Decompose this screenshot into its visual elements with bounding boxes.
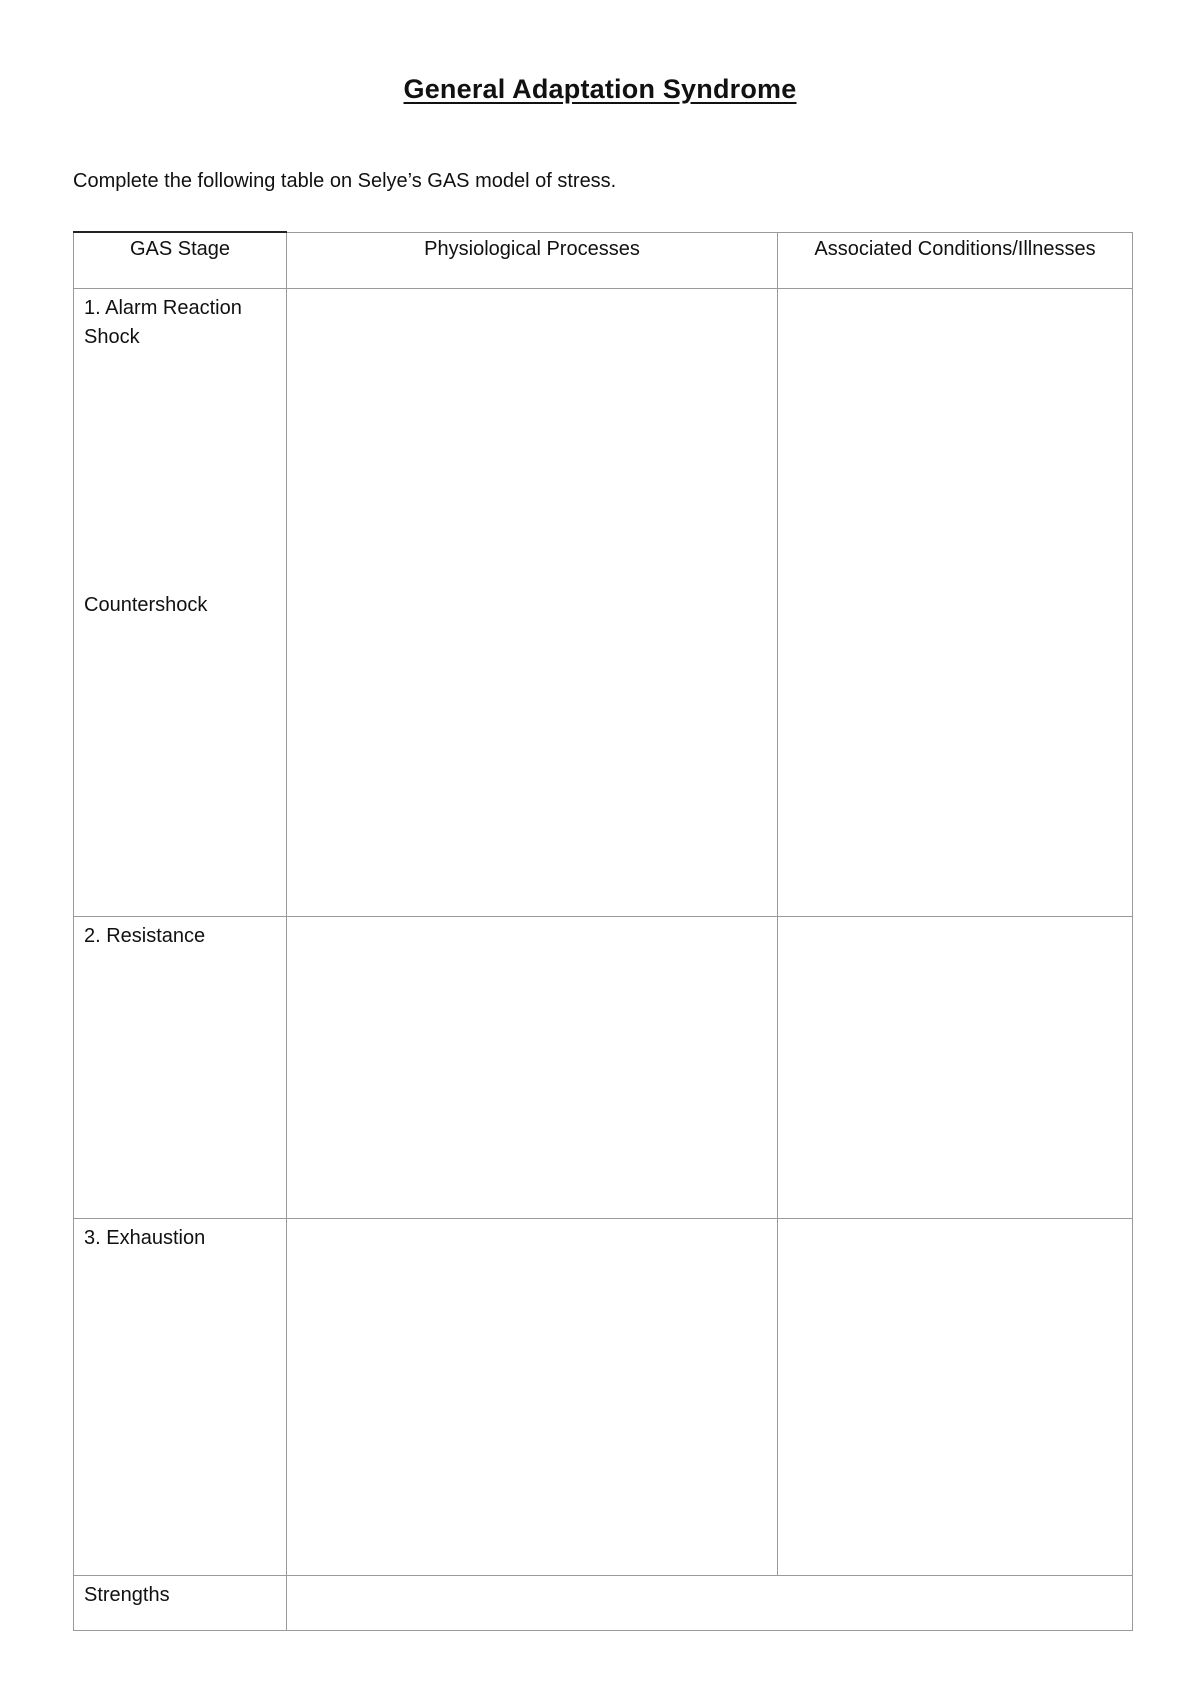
associated-conditions-alarm-cell[interactable] xyxy=(778,288,1133,916)
substage-shock: Shock xyxy=(84,325,140,348)
associated-conditions-resistance-cell[interactable] xyxy=(778,916,1133,1218)
stage-label-exhaustion: 3. Exhaustion xyxy=(84,1226,206,1249)
header-associated-conditions: Associated Conditions/Illnesses xyxy=(778,232,1133,288)
header-gas-stage: GAS Stage xyxy=(74,232,287,288)
table-header-row xyxy=(74,232,1133,288)
stage-label-strengths: Strengths xyxy=(84,1583,170,1606)
stage-title: 1. Alarm Reaction xyxy=(84,296,242,319)
physiological-processes-resistance-cell[interactable] xyxy=(287,916,778,1218)
strengths-answer-cell[interactable] xyxy=(287,1575,1133,1630)
stage-cell-resistance xyxy=(74,916,287,1218)
gas-table xyxy=(73,231,1133,1631)
substage-countershock: Countershock xyxy=(84,593,208,616)
physiological-processes-exhaustion-cell[interactable] xyxy=(287,1218,778,1575)
table-row-strengths xyxy=(74,1575,1133,1630)
table-row-alarm-reaction xyxy=(74,288,1133,916)
stage-cell-exhaustion xyxy=(74,1218,287,1575)
table-row-resistance xyxy=(74,916,1133,1218)
associated-conditions-exhaustion-cell[interactable] xyxy=(778,1218,1133,1575)
physiological-processes-alarm-cell[interactable] xyxy=(287,288,778,916)
stage-cell-strengths xyxy=(74,1575,287,1630)
instructions-text: Complete the following table on Selye’s GAS model of stress. xyxy=(73,170,617,192)
stage-label-resistance: 2. Resistance xyxy=(84,924,206,947)
stage-cell-alarm-reaction xyxy=(74,288,287,916)
header-physiological-processes: Physiological Processes xyxy=(287,232,778,288)
document-title: General Adaptation Syndrome xyxy=(403,74,797,104)
table-row-exhaustion xyxy=(74,1218,1133,1575)
stage-label-alarm-reaction xyxy=(74,289,286,352)
